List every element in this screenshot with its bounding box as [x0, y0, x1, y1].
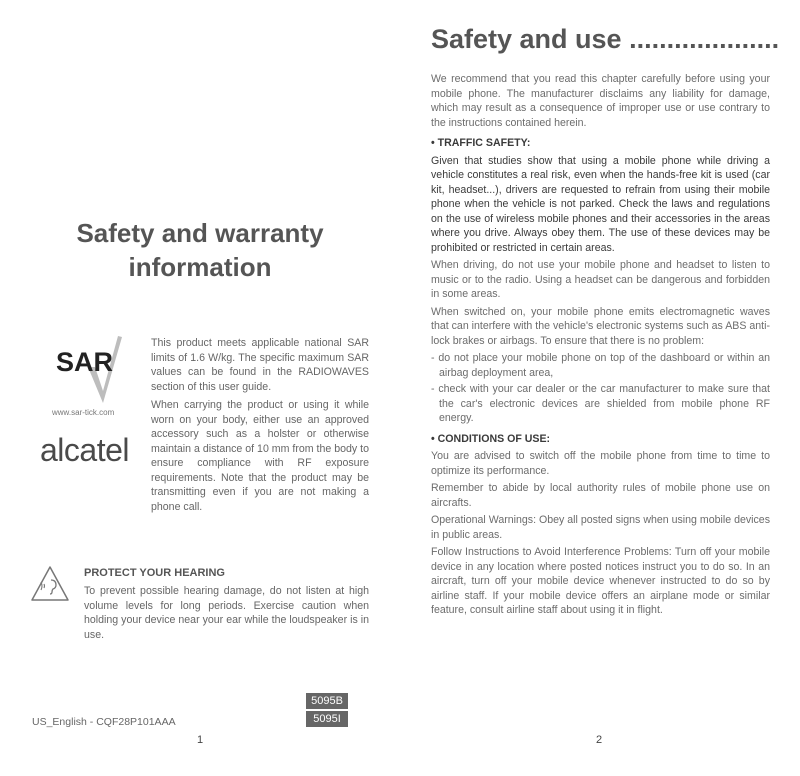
- sar-tick-icon: [48, 333, 134, 413]
- hearing-text: To prevent possible hearing damage, do not listen at high volume levels for long periods. Exercise caution when holding your device near your ear while the loudspeaker is in use.: [84, 585, 369, 641]
- doc-reference: US_English - CQF28P101AAA: [32, 716, 176, 728]
- page-title-right: Safety and use ....................: [431, 24, 780, 54]
- list-item: - do not place your mobile phone on top of the dashboard or within an airbag deployment area,: [431, 352, 770, 379]
- sar-paragraph: When carrying the product or using it while worn on your body, either use an approved accessory such as a holster or otherwise maintain a distance of 10 mm from the body to ensure compliance with RF exposure requirements. Note that the product may be transmitting even if you are not making a phone call.: [151, 399, 369, 513]
- traffic-safety-heading: • TRAFFIC SAFETY:: [431, 137, 531, 149]
- model-badge: 5095I: [306, 711, 348, 727]
- sar-url: www.sar-tick.com: [52, 408, 115, 417]
- right-page-body: [431, 72, 770, 621]
- conditions-paragraph: You are advised to switch off the mobile phone from time to time to optimize its performance.: [431, 450, 770, 477]
- traffic-paragraph: When switched on, your mobile phone emits electromagnetic waves that can interfere with the vehicle's electronic systems such as ABS anti-lock brakes or airbags. To ensure that there is no problem:: [431, 305, 770, 347]
- page-number-left: 1: [197, 734, 204, 746]
- page-title-left: Safety and warranty information: [76, 218, 324, 282]
- conditions-paragraph: Follow Instructions to Avoid Interference Problems: Turn off your mobile device in any location where posted notices instruct you to do so. In an aircraft, turn off your mobile device whenever instructed to do so by airline staff. If your mobile device offers an airplane mode or similar feature, consult airline staff about using it in flight.: [431, 546, 770, 616]
- sar-logo: [48, 333, 134, 413]
- sar-paragraph: This product meets applicable national SAR limits of 1.6 W/kg. The specific maximum SAR values can be found in the RADIOWAVES section of this user guide.: [151, 337, 369, 393]
- traffic-main-paragraph: Given that studies show that using a mobile phone while driving a vehicle constitutes a real risk, even when the hands-free kit is used (car kit, headset...), drivers are requested to refrain from using their mobile phone when the vehicle is not parked. Check the laws and regulations on the use of wireless mobile phones and their accessories in the areas where you drive. Always obey them. The use of these devices may be prohibited or restricted in certain areas.: [431, 154, 770, 254]
- sar-logo-text: SAR: [56, 347, 114, 377]
- conditions-paragraph: Remember to abide by local authority rules of mobile phone use on aircrafts.: [431, 482, 770, 509]
- alcatel-logo: alcatel: [40, 432, 129, 468]
- list-item: - check with your car dealer or the car manufacturer to make sure that the car's electronic devices are shielded from mobile phone RF energy.: [431, 383, 770, 424]
- sar-description: [151, 336, 369, 518]
- page-number-right: 2: [596, 734, 603, 746]
- traffic-bullet-list: [431, 351, 770, 426]
- traffic-paragraph: When driving, do not use your mobile phone and headset to listen to music or to the radio. Using a headset can be dangerous and forbidden in some areas.: [431, 259, 770, 300]
- hearing-heading: PROTECT YOUR HEARING: [84, 567, 225, 579]
- conditions-heading: • CONDITIONS OF USE:: [431, 432, 551, 445]
- intro-paragraph: We recommend that you read this chapter carefully before using your mobile phone. The manufacturer disclaims any liability for damage, which may result as a consequence of improper use or use contrary to the instructions contained herein.: [431, 73, 770, 129]
- conditions-paragraph: Operational Warnings: Obey all posted signs when using mobile devices in public areas.: [431, 514, 770, 541]
- hearing-warning-icon: [30, 565, 70, 603]
- model-badge: 5095B: [306, 693, 348, 709]
